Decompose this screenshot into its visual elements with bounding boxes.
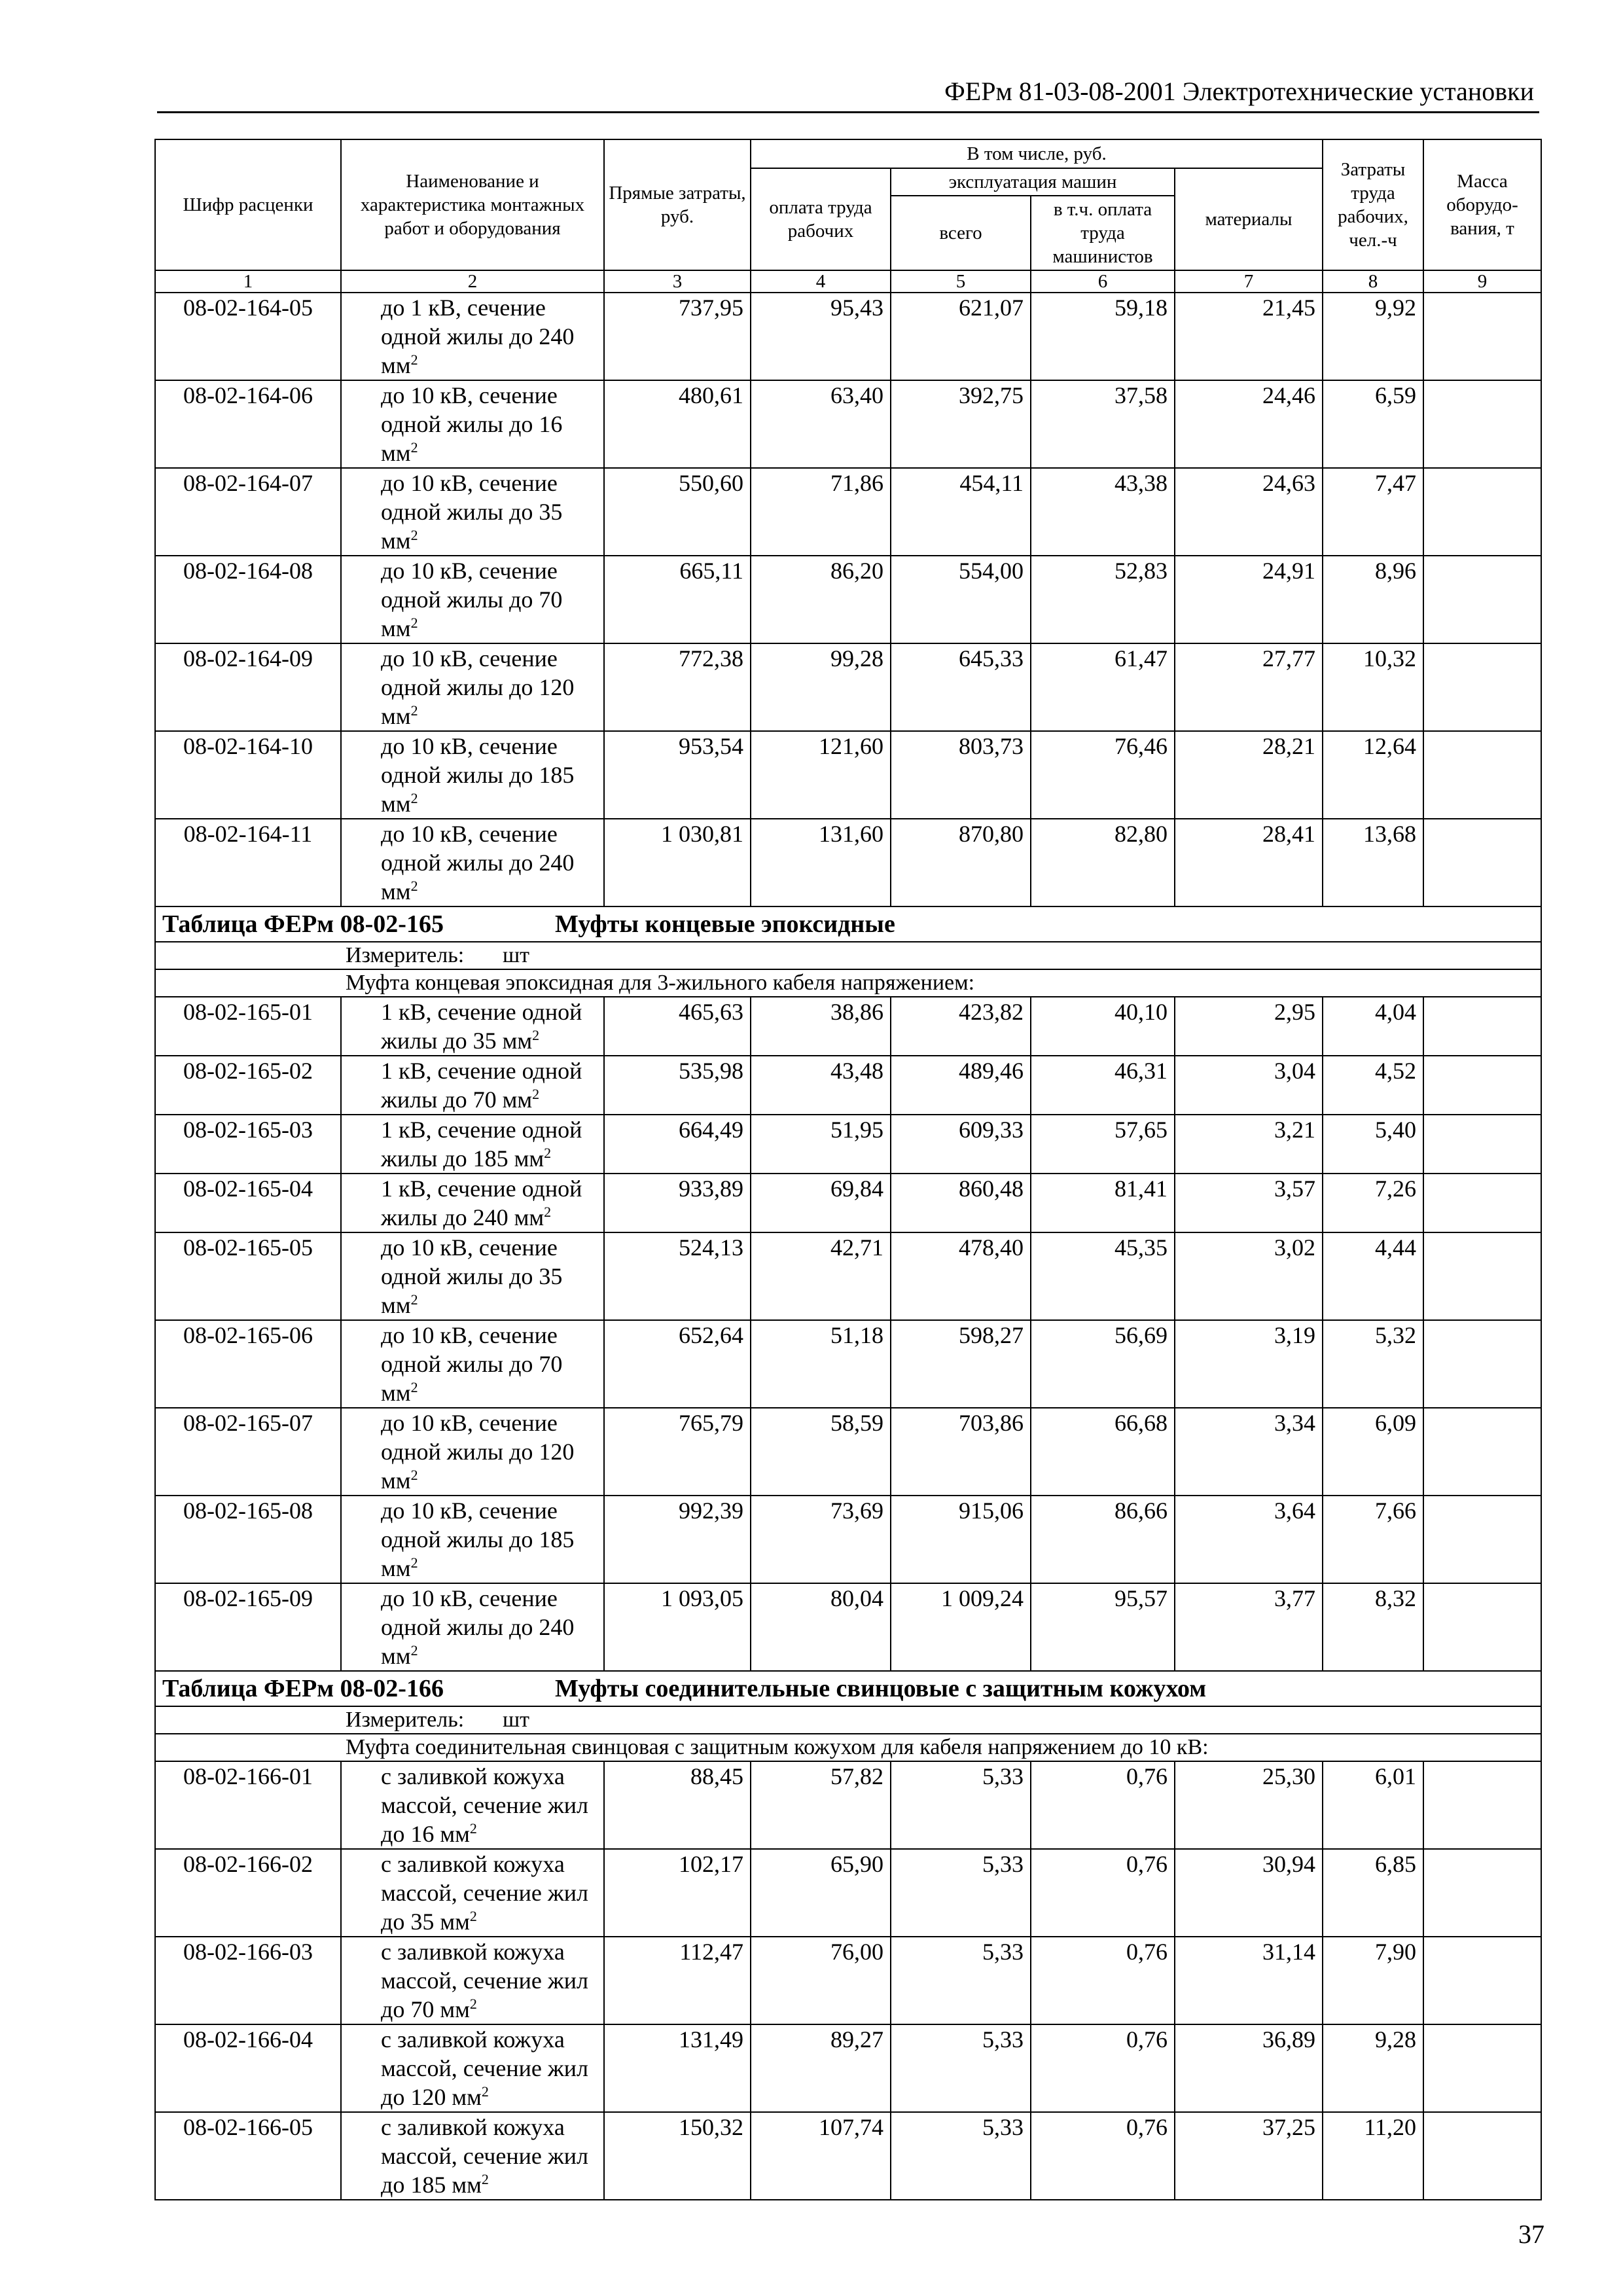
materials: 3,21 xyxy=(1175,1115,1323,1174)
labor-hours: 11,20 xyxy=(1323,2112,1423,2200)
table-row xyxy=(155,1174,1541,1232)
labor-pay: 71,86 xyxy=(751,468,891,556)
work-description xyxy=(341,1761,604,1849)
materials: 28,41 xyxy=(1175,819,1323,906)
materials: 3,57 xyxy=(1175,1174,1323,1232)
labor-pay: 107,74 xyxy=(751,2112,891,2200)
labor-hours: 7,47 xyxy=(1323,468,1423,556)
col-number: 8 xyxy=(1323,270,1423,293)
direct-cost: 150,32 xyxy=(604,2112,751,2200)
description-text: до 10 кВ, сечение одной жилы до 16 мм xyxy=(381,382,563,466)
work-description xyxy=(341,731,604,819)
table-row xyxy=(155,1937,1541,2024)
rate-code: 08-02-164-10 xyxy=(155,731,341,819)
labor-pay: 38,86 xyxy=(751,997,891,1056)
work-description xyxy=(341,997,604,1056)
head-machines: эксплуатация машин xyxy=(891,168,1175,196)
materials: 28,21 xyxy=(1175,731,1323,819)
machines-total: 392,75 xyxy=(891,380,1031,468)
table-row xyxy=(155,1849,1541,1937)
labor-hours: 8,96 xyxy=(1323,556,1423,643)
column-numbers xyxy=(155,270,1541,293)
col-number: 4 xyxy=(751,270,891,293)
unit-superscript: 2 xyxy=(469,1996,477,2012)
group-title: Муфта соединительная свинцовая с защитным кожухом для кабеля напряжением до 10 кВ: xyxy=(155,1734,1541,1761)
machines-total: 5,33 xyxy=(891,2112,1031,2200)
unit-superscript: 2 xyxy=(410,1467,418,1483)
labor-pay: 99,28 xyxy=(751,643,891,731)
direct-cost: 465,63 xyxy=(604,997,751,1056)
materials: 3,64 xyxy=(1175,1496,1323,1583)
work-description xyxy=(341,1174,604,1232)
col-number: 3 xyxy=(604,270,751,293)
work-description xyxy=(341,819,604,906)
section-title: Муфты концевые эпоксидные xyxy=(555,910,895,938)
machines-total: 5,33 xyxy=(891,2024,1031,2112)
rate-code: 08-02-165-05 xyxy=(155,1232,341,1320)
machines-labor: 95,57 xyxy=(1031,1583,1175,1671)
equipment-mass xyxy=(1423,1115,1541,1174)
description-text: с заливкой кожуха массой, сечение жил до 185 мм xyxy=(381,2114,588,2198)
head-labor-cost: Затраты труда рабочих, чел.-ч xyxy=(1323,139,1423,270)
page-header xyxy=(157,71,1539,113)
machines-total: 598,27 xyxy=(891,1320,1031,1408)
materials: 27,77 xyxy=(1175,643,1323,731)
labor-hours: 6,09 xyxy=(1323,1408,1423,1496)
labor-hours: 13,68 xyxy=(1323,819,1423,906)
description-text: до 10 кВ, сечение одной жилы до 120 мм xyxy=(381,645,575,729)
labor-pay: 58,59 xyxy=(751,1408,891,1496)
rate-code: 08-02-166-05 xyxy=(155,2112,341,2200)
work-description xyxy=(341,1849,604,1937)
price-norm-table xyxy=(154,139,1542,2200)
equipment-mass xyxy=(1423,1408,1541,1496)
col-number: 2 xyxy=(341,270,604,293)
rate-code: 08-02-165-02 xyxy=(155,1056,341,1115)
rate-code: 08-02-165-08 xyxy=(155,1496,341,1583)
work-description xyxy=(341,380,604,468)
unit-superscript: 2 xyxy=(410,1554,418,1571)
head-materials: материалы xyxy=(1175,168,1323,270)
machines-labor: 82,80 xyxy=(1031,819,1175,906)
equipment-mass xyxy=(1423,1056,1541,1115)
direct-cost: 933,89 xyxy=(604,1174,751,1232)
table-row xyxy=(155,2024,1541,2112)
table-row xyxy=(155,2112,1541,2200)
head-direct: Прямые затраты, руб. xyxy=(604,139,751,270)
work-description xyxy=(341,556,604,643)
head-code: Шифр расценки xyxy=(155,139,341,270)
direct-cost: 112,47 xyxy=(604,1937,751,2024)
materials: 21,45 xyxy=(1175,293,1323,380)
direct-cost: 1 093,05 xyxy=(604,1583,751,1671)
labor-pay: 76,00 xyxy=(751,1937,891,2024)
labor-pay: 80,04 xyxy=(751,1583,891,1671)
labor-pay: 43,48 xyxy=(751,1056,891,1115)
machines-total: 621,07 xyxy=(891,293,1031,380)
machines-labor: 76,46 xyxy=(1031,731,1175,819)
section-header xyxy=(155,1671,1541,1706)
head-machines-labor: в т.ч. оплата труда машинистов xyxy=(1031,196,1175,270)
materials: 24,91 xyxy=(1175,556,1323,643)
machines-labor: 37,58 xyxy=(1031,380,1175,468)
work-description xyxy=(341,293,604,380)
labor-hours: 12,64 xyxy=(1323,731,1423,819)
labor-hours: 4,52 xyxy=(1323,1056,1423,1115)
equipment-mass xyxy=(1423,1937,1541,2024)
unit-superscript: 2 xyxy=(410,527,418,543)
machines-total: 703,86 xyxy=(891,1408,1031,1496)
equipment-mass xyxy=(1423,997,1541,1056)
table-row xyxy=(155,556,1541,643)
rate-code: 08-02-165-07 xyxy=(155,1408,341,1496)
direct-cost: 664,49 xyxy=(604,1115,751,1174)
head-incl: В том числе, руб. xyxy=(751,139,1323,168)
group-row xyxy=(155,1734,1541,1761)
materials: 30,94 xyxy=(1175,1849,1323,1937)
col-number: 6 xyxy=(1031,270,1175,293)
materials: 3,34 xyxy=(1175,1408,1323,1496)
unit-value: шт xyxy=(503,1708,530,1732)
equipment-mass xyxy=(1423,1761,1541,1849)
machines-total: 554,00 xyxy=(891,556,1031,643)
equipment-mass xyxy=(1423,468,1541,556)
materials: 31,14 xyxy=(1175,1937,1323,2024)
machines-labor: 0,76 xyxy=(1031,2024,1175,2112)
description-text: до 10 кВ, сечение одной жилы до 120 мм xyxy=(381,1410,575,1494)
unit-superscript: 2 xyxy=(481,2171,489,2187)
work-description xyxy=(341,1056,604,1115)
unit-superscript: 2 xyxy=(410,1642,418,1659)
work-description xyxy=(341,2024,604,2112)
table-row xyxy=(155,1056,1541,1115)
materials: 3,77 xyxy=(1175,1583,1323,1671)
labor-hours: 7,90 xyxy=(1323,1937,1423,2024)
work-description xyxy=(341,1320,604,1408)
table-row xyxy=(155,468,1541,556)
rate-code: 08-02-164-07 xyxy=(155,468,341,556)
col-number: 7 xyxy=(1175,270,1323,293)
work-description xyxy=(341,1937,604,2024)
section-code: Таблица ФЕРм 08-02-165 xyxy=(162,910,444,938)
labor-pay: 69,84 xyxy=(751,1174,891,1232)
labor-pay: 89,27 xyxy=(751,2024,891,2112)
labor-pay: 86,20 xyxy=(751,556,891,643)
machines-total: 803,73 xyxy=(891,731,1031,819)
labor-pay: 73,69 xyxy=(751,1496,891,1583)
table-body-165 xyxy=(155,997,1541,1671)
head-labor-pay: оплата труда рабочих xyxy=(751,168,891,270)
description-text: до 10 кВ, сечение одной жилы до 185 мм xyxy=(381,733,575,817)
rate-code: 08-02-164-05 xyxy=(155,293,341,380)
description-text: до 10 кВ, сечение одной жилы до 35 мм xyxy=(381,1234,563,1318)
equipment-mass xyxy=(1423,2024,1541,2112)
labor-pay: 95,43 xyxy=(751,293,891,380)
table-row xyxy=(155,1320,1541,1408)
table-row xyxy=(155,731,1541,819)
table-head xyxy=(155,139,1541,293)
work-description xyxy=(341,468,604,556)
labor-pay: 121,60 xyxy=(751,731,891,819)
direct-cost: 953,54 xyxy=(604,731,751,819)
materials: 24,46 xyxy=(1175,380,1323,468)
work-description xyxy=(341,1408,604,1496)
rate-code: 08-02-165-01 xyxy=(155,997,341,1056)
machines-labor: 0,76 xyxy=(1031,1761,1175,1849)
labor-pay: 51,95 xyxy=(751,1115,891,1174)
rate-code: 08-02-166-04 xyxy=(155,2024,341,2112)
unit-superscript: 2 xyxy=(410,702,418,719)
description-text: до 10 кВ, сечение одной жилы до 70 мм xyxy=(381,1322,563,1406)
work-description xyxy=(341,2112,604,2200)
unit-superscript: 2 xyxy=(532,1086,540,1102)
machines-labor: 57,65 xyxy=(1031,1115,1175,1174)
unit-superscript: 2 xyxy=(410,439,418,456)
machines-labor: 81,41 xyxy=(1031,1174,1175,1232)
work-description xyxy=(341,1583,604,1671)
unit-superscript: 2 xyxy=(410,1291,418,1308)
equipment-mass xyxy=(1423,1583,1541,1671)
description-text: 1 кВ, сечение одной жилы до 185 мм xyxy=(381,1117,582,1172)
equipment-mass xyxy=(1423,643,1541,731)
table-body-166 xyxy=(155,1761,1541,2200)
unit-superscript: 2 xyxy=(410,351,418,368)
machines-labor: 59,18 xyxy=(1031,293,1175,380)
unit-superscript: 2 xyxy=(481,2083,489,2100)
materials: 37,25 xyxy=(1175,2112,1323,2200)
table-row xyxy=(155,1583,1541,1671)
machines-labor: 0,76 xyxy=(1031,1849,1175,1937)
labor-hours: 8,32 xyxy=(1323,1583,1423,1671)
labor-hours: 10,32 xyxy=(1323,643,1423,731)
col-number: 9 xyxy=(1423,270,1541,293)
unit-superscript: 2 xyxy=(469,1908,477,1924)
machines-total: 870,80 xyxy=(891,819,1031,906)
group-title: Муфта концевая эпоксидная для 3-жильного кабеля напряжением: xyxy=(155,969,1541,997)
equipment-mass xyxy=(1423,556,1541,643)
equipment-mass xyxy=(1423,2112,1541,2200)
machines-total: 860,48 xyxy=(891,1174,1031,1232)
machines-total: 423,82 xyxy=(891,997,1031,1056)
direct-cost: 88,45 xyxy=(604,1761,751,1849)
description-text: 1 кВ, сечение одной жилы до 35 мм xyxy=(381,999,582,1054)
direct-cost: 992,39 xyxy=(604,1496,751,1583)
direct-cost: 652,64 xyxy=(604,1320,751,1408)
page-header-title: ФЕРм 81-03-08-2001 Электротехнические установки xyxy=(944,77,1534,106)
unit-value: шт xyxy=(503,943,530,967)
unit-superscript: 2 xyxy=(410,790,418,806)
section-code: Таблица ФЕРм 08-02-166 xyxy=(162,1675,444,1702)
materials: 24,63 xyxy=(1175,468,1323,556)
unit-row xyxy=(155,1706,1541,1734)
labor-hours: 6,59 xyxy=(1323,380,1423,468)
equipment-mass xyxy=(1423,1232,1541,1320)
table-row xyxy=(155,643,1541,731)
work-description xyxy=(341,1232,604,1320)
page-number: 37 xyxy=(1518,2219,1544,2249)
machines-labor: 46,31 xyxy=(1031,1056,1175,1115)
machines-total: 5,33 xyxy=(891,1937,1031,2024)
table-row xyxy=(155,1408,1541,1496)
description-text: до 1 кВ, сечение одной жилы до 240 мм xyxy=(381,295,575,378)
machines-labor: 56,69 xyxy=(1031,1320,1175,1408)
labor-pay: 57,82 xyxy=(751,1761,891,1849)
direct-cost: 737,95 xyxy=(604,293,751,380)
description-text: до 10 кВ, сечение одной жилы до 185 мм xyxy=(381,1498,575,1581)
materials: 3,19 xyxy=(1175,1320,1323,1408)
direct-cost: 524,13 xyxy=(604,1232,751,1320)
work-description xyxy=(341,1496,604,1583)
direct-cost: 480,61 xyxy=(604,380,751,468)
equipment-mass xyxy=(1423,380,1541,468)
unit-row xyxy=(155,942,1541,969)
unit-superscript: 2 xyxy=(544,1145,552,1161)
direct-cost: 102,17 xyxy=(604,1849,751,1937)
direct-cost: 535,98 xyxy=(604,1056,751,1115)
labor-pay: 131,60 xyxy=(751,819,891,906)
labor-hours: 9,28 xyxy=(1323,2024,1423,2112)
labor-hours: 6,85 xyxy=(1323,1849,1423,1937)
machines-total: 5,33 xyxy=(891,1849,1031,1937)
unit-superscript: 2 xyxy=(532,1027,540,1043)
machines-labor: 40,10 xyxy=(1031,997,1175,1056)
materials: 3,04 xyxy=(1175,1056,1323,1115)
section-title: Муфты соединительные свинцовые с защитным кожухом xyxy=(555,1675,1207,1702)
table-row xyxy=(155,1496,1541,1583)
labor-pay: 63,40 xyxy=(751,380,891,468)
machines-total: 609,33 xyxy=(891,1115,1031,1174)
direct-cost: 131,49 xyxy=(604,2024,751,2112)
table-body-164 xyxy=(155,293,1541,906)
description-text: 1 кВ, сечение одной жилы до 240 мм xyxy=(381,1175,582,1230)
materials: 3,02 xyxy=(1175,1232,1323,1320)
unit-superscript: 2 xyxy=(410,615,418,631)
machines-total: 645,33 xyxy=(891,643,1031,731)
description-text: с заливкой кожуха массой, сечение жил до 35 мм xyxy=(381,1851,588,1935)
machines-total: 489,46 xyxy=(891,1056,1031,1115)
equipment-mass xyxy=(1423,819,1541,906)
rate-code: 08-02-164-06 xyxy=(155,380,341,468)
rate-code: 08-02-165-06 xyxy=(155,1320,341,1408)
machines-labor: 0,76 xyxy=(1031,1937,1175,2024)
labor-hours: 4,04 xyxy=(1323,997,1423,1056)
description-text: до 10 кВ, сечение одной жилы до 240 мм xyxy=(381,821,575,905)
rate-code: 08-02-165-03 xyxy=(155,1115,341,1174)
rate-code: 08-02-166-03 xyxy=(155,1937,341,2024)
machines-labor: 66,68 xyxy=(1031,1408,1175,1496)
materials: 25,30 xyxy=(1175,1761,1323,1849)
machines-labor: 45,35 xyxy=(1031,1232,1175,1320)
labor-hours: 5,32 xyxy=(1323,1320,1423,1408)
labor-hours: 7,26 xyxy=(1323,1174,1423,1232)
unit-superscript: 2 xyxy=(544,1204,552,1220)
section-166 xyxy=(155,1671,1541,1761)
table-row xyxy=(155,1761,1541,1849)
machines-total: 1 009,24 xyxy=(891,1583,1031,1671)
table-row xyxy=(155,997,1541,1056)
labor-pay: 51,18 xyxy=(751,1320,891,1408)
labor-hours: 5,40 xyxy=(1323,1115,1423,1174)
description-text: до 10 кВ, сечение одной жилы до 240 мм xyxy=(381,1585,575,1669)
machines-total: 5,33 xyxy=(891,1761,1031,1849)
direct-cost: 665,11 xyxy=(604,556,751,643)
equipment-mass xyxy=(1423,1496,1541,1583)
equipment-mass xyxy=(1423,293,1541,380)
unit-label: Измеритель: xyxy=(346,1708,465,1732)
unit-superscript: 2 xyxy=(469,1820,477,1837)
section-header xyxy=(155,906,1541,942)
description-text: 1 кВ, сечение одной жилы до 70 мм xyxy=(381,1058,582,1113)
table-row xyxy=(155,1115,1541,1174)
col-number: 5 xyxy=(891,270,1031,293)
labor-hours: 4,44 xyxy=(1323,1232,1423,1320)
machines-total: 454,11 xyxy=(891,468,1031,556)
work-description xyxy=(341,643,604,731)
col-number: 1 xyxy=(155,270,341,293)
direct-cost: 772,38 xyxy=(604,643,751,731)
labor-hours: 7,66 xyxy=(1323,1496,1423,1583)
labor-pay: 65,90 xyxy=(751,1849,891,1937)
description-text: до 10 кВ, сечение одной жилы до 35 мм xyxy=(381,470,563,554)
group-row xyxy=(155,969,1541,997)
direct-cost: 765,79 xyxy=(604,1408,751,1496)
labor-hours: 9,92 xyxy=(1323,293,1423,380)
materials: 36,89 xyxy=(1175,2024,1323,2112)
machines-total: 478,40 xyxy=(891,1232,1031,1320)
section-165 xyxy=(155,906,1541,997)
unit-superscript: 2 xyxy=(410,1379,418,1395)
description-text: до 10 кВ, сечение одной жилы до 70 мм xyxy=(381,558,563,641)
head-mass: Масса оборудо-вания, т xyxy=(1423,139,1541,270)
rate-code: 08-02-166-01 xyxy=(155,1761,341,1849)
labor-hours: 6,01 xyxy=(1323,1761,1423,1849)
rate-code: 08-02-164-08 xyxy=(155,556,341,643)
materials: 2,95 xyxy=(1175,997,1323,1056)
unit-label: Измеритель: xyxy=(346,943,465,967)
machines-labor: 52,83 xyxy=(1031,556,1175,643)
machines-labor: 86,66 xyxy=(1031,1496,1175,1583)
rate-code: 08-02-166-02 xyxy=(155,1849,341,1937)
table-row xyxy=(155,819,1541,906)
equipment-mass xyxy=(1423,731,1541,819)
machines-labor: 0,76 xyxy=(1031,2112,1175,2200)
unit-superscript: 2 xyxy=(410,878,418,894)
head-machines-total: всего xyxy=(891,196,1031,270)
machines-labor: 61,47 xyxy=(1031,643,1175,731)
table-row xyxy=(155,380,1541,468)
rate-code: 08-02-164-09 xyxy=(155,643,341,731)
rate-code: 08-02-165-04 xyxy=(155,1174,341,1232)
equipment-mass xyxy=(1423,1174,1541,1232)
table-row xyxy=(155,293,1541,380)
direct-cost: 550,60 xyxy=(604,468,751,556)
machines-labor: 43,38 xyxy=(1031,468,1175,556)
description-text: с заливкой кожуха массой, сечение жил до 120 мм xyxy=(381,2026,588,2110)
table-row xyxy=(155,1232,1541,1320)
equipment-mass xyxy=(1423,1849,1541,1937)
rate-code: 08-02-165-09 xyxy=(155,1583,341,1671)
description-text: с заливкой кожуха массой, сечение жил до 70 мм xyxy=(381,1939,588,2022)
rate-code: 08-02-164-11 xyxy=(155,819,341,906)
machines-total: 915,06 xyxy=(891,1496,1031,1583)
direct-cost: 1 030,81 xyxy=(604,819,751,906)
labor-pay: 42,71 xyxy=(751,1232,891,1320)
description-text: с заливкой кожуха массой, сечение жил до 16 мм xyxy=(381,1763,588,1847)
equipment-mass xyxy=(1423,1320,1541,1408)
head-name: Наименование и характеристика монтажных работ и оборудования xyxy=(341,139,604,270)
work-description xyxy=(341,1115,604,1174)
